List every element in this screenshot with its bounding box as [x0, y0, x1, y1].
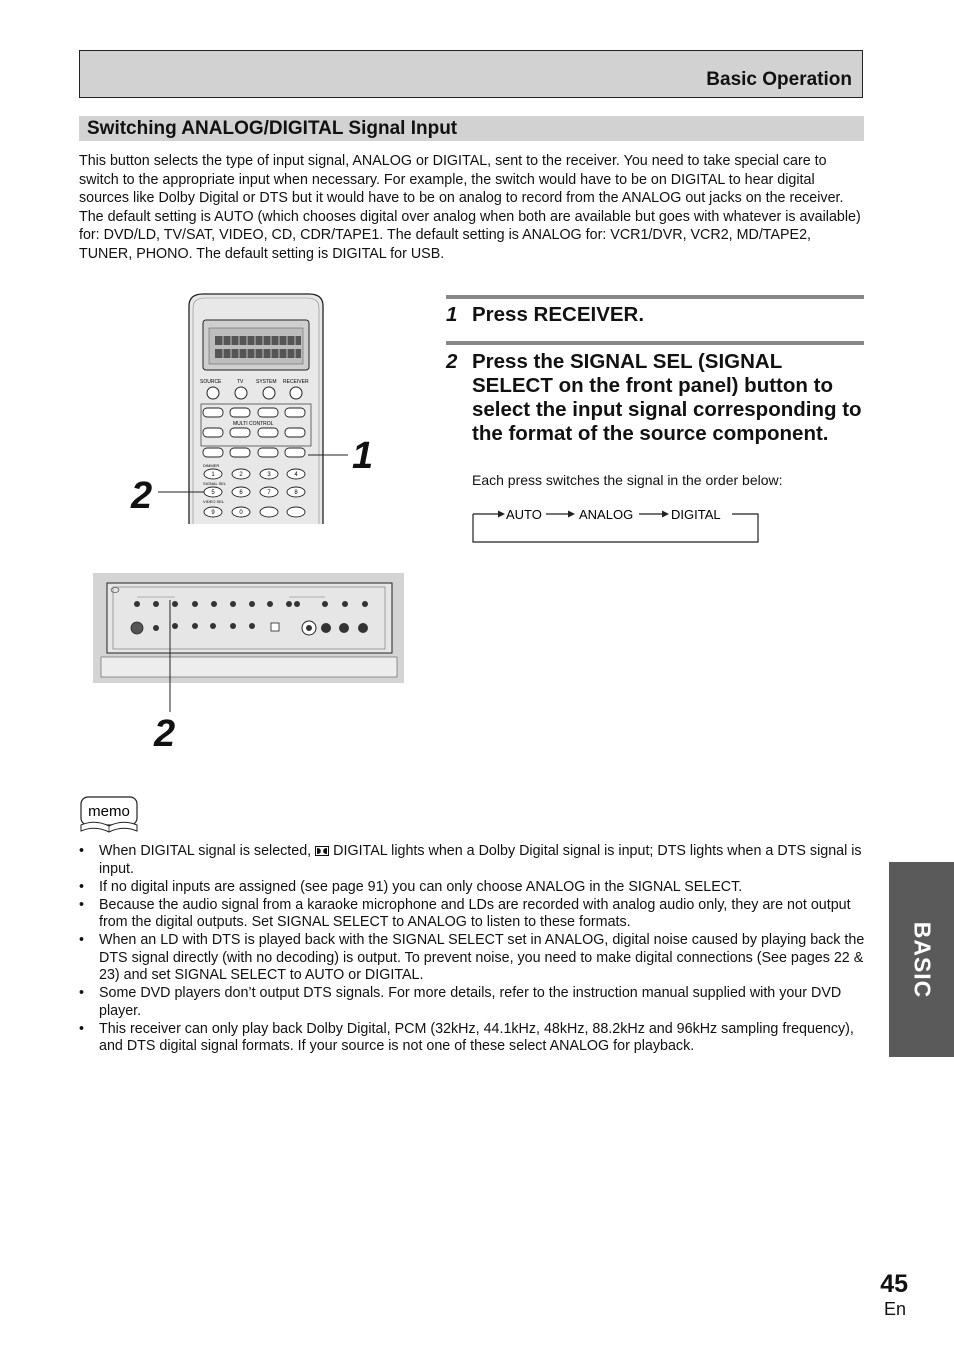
dolby-double-d-icon — [315, 846, 329, 856]
step-1-number: 1 — [446, 303, 458, 326]
digit-2: 2 — [239, 472, 243, 478]
digit-1: 1 — [211, 472, 215, 478]
note-item: • Some DVD players don’t output DTS signals. For more details, refer to the instruction manual supplied with your DVD player. — [79, 985, 865, 1020]
note-item: • When an LD with DTS is played back with the SIGNAL SELECT set in ANALOG, digital noise caused by playing back the DTS signal directly (with no decoding) is output. To prevent noise, you need to make digital connections (See pages 22 & 23) and set SIGNAL SELECT to AUTO or DIGITAL. — [79, 932, 865, 985]
digit-3: 3 — [267, 472, 271, 478]
digit-8: 8 — [294, 490, 298, 496]
note-item: • If no digital inputs are assigned (see page 91) you can only choose ANALOG in the SIGNAL SELECT. — [79, 879, 865, 897]
side-tab-label: BASIC — [909, 921, 935, 998]
step-2-text: Press the SIGNAL SEL (SIGNAL SELECT on the front panel) button to select the input signal corresponding to the format of the source component. — [472, 350, 862, 445]
step-1-text: Press RECEIVER. — [472, 303, 645, 326]
note-item: • Because the audio signal from a karaoke microphone and LDs are recorded with analog audio only, they are not output from the digital outputs. Set SIGNAL SELECT to ANALOG to listen to these formats. — [79, 897, 865, 932]
step-1 — [446, 303, 866, 327]
digit-6: 6 — [239, 490, 243, 496]
sequence-analog: ANALOG — [579, 507, 634, 522]
note-1-before: When DIGITAL signal is selected, — [99, 843, 312, 859]
header-title: Basic Operation — [706, 69, 852, 90]
remote-label-multi-control: MULTI CONTROL — [233, 421, 274, 427]
sequence-auto: AUTO — [506, 507, 542, 522]
remote-func-video-sel: VIDEO SEL — [203, 499, 225, 504]
note-item — [79, 843, 865, 878]
section-title: Switching ANALOG/DIGITAL Signal Input — [79, 116, 864, 141]
step-2-number: 2 — [446, 350, 458, 373]
notes-list — [79, 843, 865, 1056]
remote-label-system: SYSTEM — [256, 379, 277, 385]
note-1-after: DIGITAL lights when a Dolby Digital signal is input; DTS lights when a DTS signal is input. — [99, 843, 862, 877]
header-bar — [79, 50, 863, 98]
remote-func-dimmer: DIMMER — [203, 463, 220, 468]
digit-0: 0 — [239, 510, 243, 516]
step-2 — [446, 350, 866, 446]
remote-func-signal-sel: SIGNAL SEL — [203, 481, 227, 486]
callout-number-2-panel: 2 — [154, 713, 176, 755]
step-1-rule — [446, 295, 864, 299]
page-number: 45 — [880, 1270, 908, 1298]
callout-number-2-remote: 2 — [131, 475, 153, 517]
signal-sequence-diagram — [472, 505, 762, 545]
note-item: • This receiver can only play back Dolby Digital, PCM (32kHz, 44.1kHz, 48kHz, 88.2kHz and 96kHz sampling frequency), and DTS digital signal formats. If your source is not one of these select ANALOG for playback. — [79, 1021, 865, 1056]
memo-label: memo — [88, 803, 130, 820]
sequence-digital: DIGITAL — [671, 507, 721, 522]
step-note: Each press switches the signal in the order below: — [472, 472, 783, 488]
digit-4: 4 — [294, 472, 298, 478]
remote-label-receiver: RECEIVER — [283, 379, 309, 385]
digit-7: 7 — [267, 490, 271, 496]
remote-label-source: SOURCE — [200, 379, 222, 385]
page-language: En — [883, 1299, 906, 1319]
intro-paragraph: This button selects the type of input signal, ANALOG or DIGITAL, sent to the receiver. You need to take special care to switch to the appropriate input when necessary. For example, the switch would have to be on DIGITAL to hear digital sources like Dolby Digital or DTS but it would have to be on analog to record from the ANALOG out jacks on the receiver. The default setting is AUTO (which chooses digital over analog when both are available but goes with whatever is available) for: DVD/LD, TV/SAT, VIDEO, CD, CDR/TAPE1. The default setting is ANALOG for: VCR1/DVR, VCR2, MD/TAPE2, TUNER, PHONO. The default setting is DIGITAL for USB. — [79, 153, 861, 262]
side-chapter-tab — [889, 862, 954, 1057]
remote-label-tv: TV — [237, 379, 244, 385]
digit-5: 5 — [211, 490, 215, 496]
memo-icon — [79, 795, 141, 835]
callout-number-1: 1 — [352, 435, 374, 477]
digit-9: 9 — [211, 510, 215, 516]
step-2-rule — [446, 341, 864, 345]
